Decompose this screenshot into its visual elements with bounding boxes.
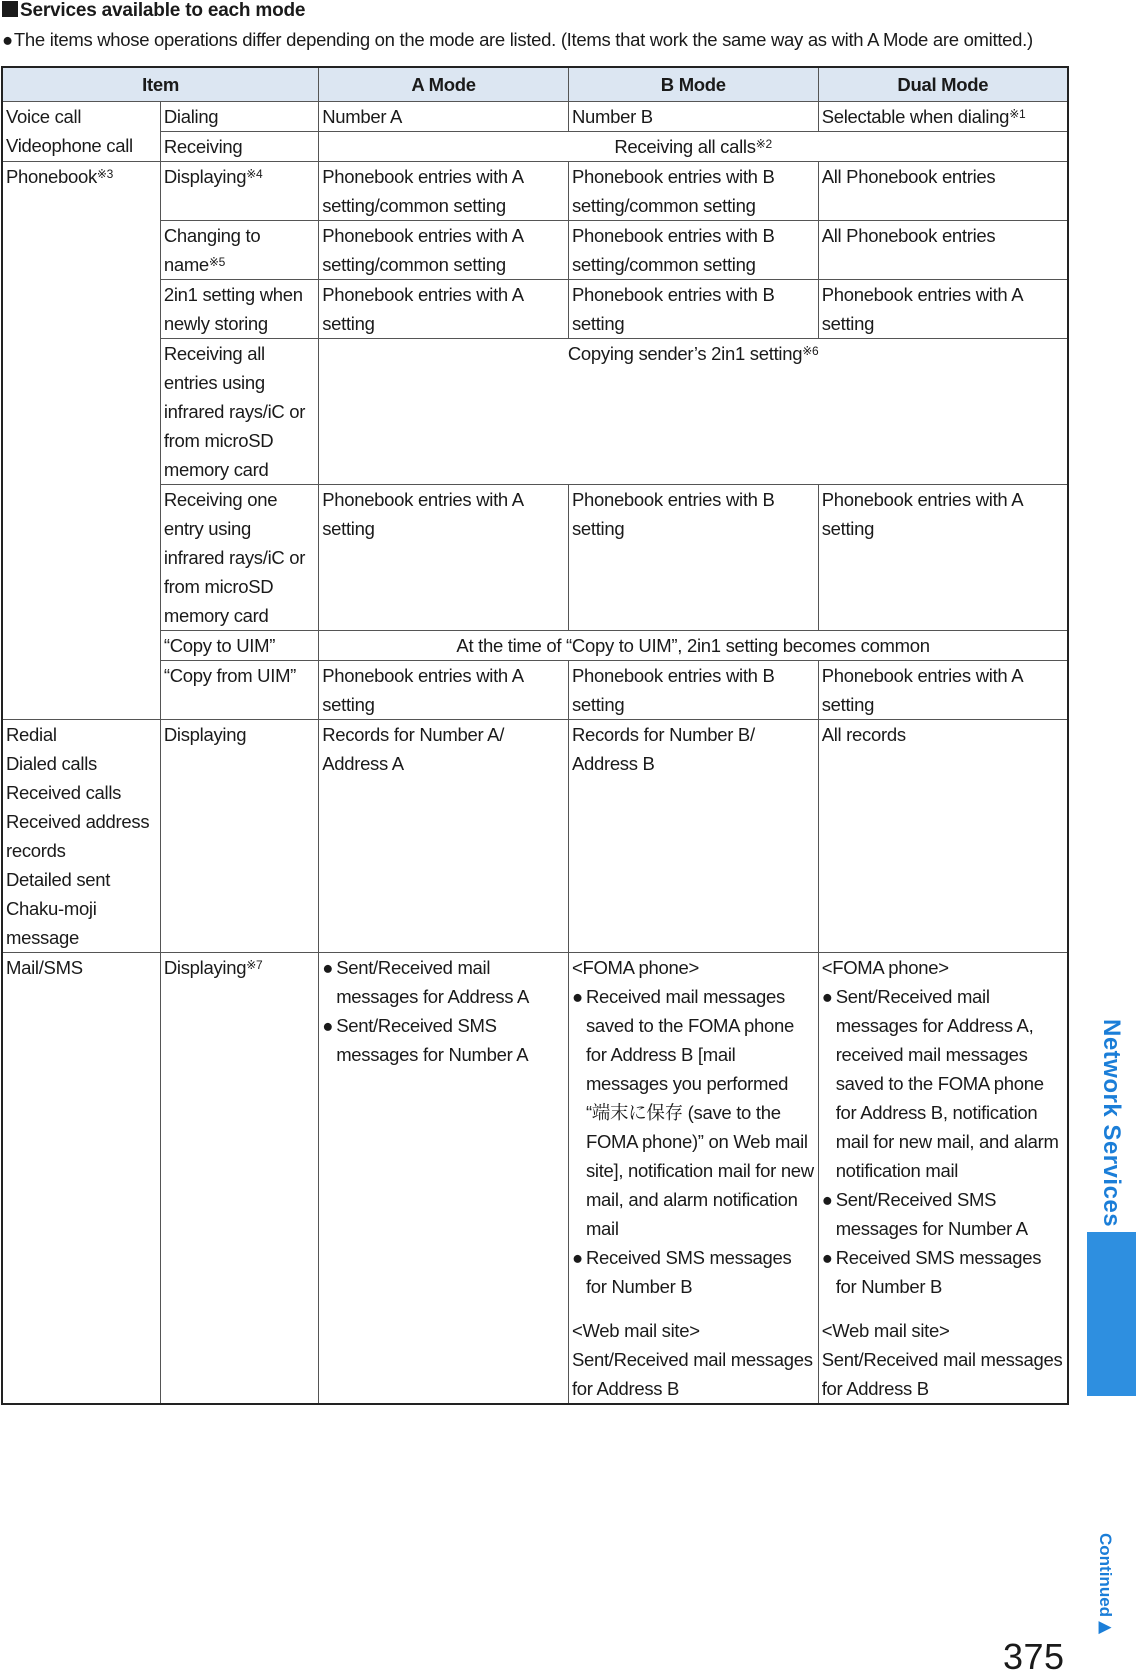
- recv-all-entries-label: Receiving all entries using infrared rays/iC or from microSD memory card: [160, 339, 318, 485]
- phonebook-item-cell: [2, 162, 160, 720]
- list-item-text: Received mail messages saved to the FOMA phone for Address B [mail messages you performed “端末に保存 (save to the FOMA phone)” on Web mail site], notification mail for new mail, and alarm notification mail: [585, 986, 814, 1239]
- header-a-mode: A Mode: [319, 67, 569, 102]
- copy-from-uim-label: “Copy from UIM”: [160, 661, 318, 720]
- records-item-cell: [2, 720, 160, 953]
- records-item: Dialed calls: [6, 753, 97, 774]
- intro-note: [2, 29, 1033, 51]
- web-mail-text: Sent/Received mail messages for Address B: [821, 1349, 1063, 1399]
- footnote-mark: ※2: [755, 137, 772, 151]
- table-row: [2, 485, 1068, 631]
- pb-displaying-b: Phonebook entries with B setting/common setting: [568, 162, 818, 221]
- list-item: [822, 1185, 1064, 1243]
- web-mail-site-label: <Web mail site>: [571, 1320, 700, 1341]
- table-row: [2, 953, 1068, 1405]
- table-row: [2, 221, 1068, 280]
- copying-sender-text: Copying sender’s 2in1 setting: [567, 343, 803, 364]
- section-heading-text: Services available to each mode: [20, 0, 306, 21]
- receiving-label: Receiving: [160, 132, 318, 162]
- footnote-mark: ※6: [802, 344, 819, 358]
- list-item: [822, 982, 1064, 1185]
- table-row: [2, 339, 1068, 485]
- records-dual: All records: [818, 720, 1068, 953]
- changing-dual: All Phonebook entries: [818, 221, 1068, 280]
- two-in-one-a: Phonebook entries with A setting: [319, 280, 569, 339]
- videophone-call-label: Videophone call: [6, 135, 133, 156]
- records-displaying-label: Displaying: [160, 720, 318, 953]
- pb-displaying-label: [160, 162, 318, 221]
- list-item: [572, 982, 815, 1243]
- changing-to-name-text: Changing to name: [163, 225, 261, 275]
- recv-one-b: Phonebook entries with B setting: [568, 485, 818, 631]
- receiving-all-modes: [319, 132, 1068, 162]
- bullet-icon: ●: [2, 29, 13, 50]
- table-row: [2, 102, 1068, 132]
- dialing-dual-text: Selectable when dialing: [821, 106, 1010, 127]
- list-item-text: Sent/Received SMS messages for Number A: [336, 1015, 529, 1065]
- square-bullet-icon: [2, 1, 18, 17]
- intro-note-text: The items whose operations differ depending on the mode are listed. (Items that work the same way as with A Mode are omitted.): [13, 29, 1033, 50]
- mail-dual-cell: [818, 953, 1068, 1405]
- page-number: 375: [1003, 1636, 1065, 1677]
- list-item: [322, 1011, 565, 1069]
- pb-displaying-a: Phonebook entries with A setting/common setting: [319, 162, 569, 221]
- copy-from-b: Phonebook entries with B setting: [568, 661, 818, 720]
- phonebook-label: Phonebook: [6, 166, 97, 187]
- dialing-dual-mode: [818, 102, 1068, 132]
- list-item-text: Received SMS messages for Number B: [835, 1247, 1042, 1297]
- list-item: [322, 953, 565, 1011]
- chapter-tab: [1087, 1232, 1136, 1396]
- list-item: [822, 1243, 1064, 1301]
- copy-to-uim-desc: At the time of “Copy to UIM”, 2in1 setting becomes common: [319, 631, 1068, 661]
- recv-one-entry-label: Receiving one entry using infrared rays/iC or from microSD memory card: [160, 485, 318, 631]
- records-a: Records for Number A/ Address A: [319, 720, 569, 953]
- table-row: [2, 162, 1068, 221]
- records-item: Received calls: [6, 782, 122, 803]
- voice-call-label: Voice call: [6, 106, 82, 127]
- table-row: [2, 661, 1068, 720]
- modes-table: [1, 66, 1069, 1405]
- records-item: Redial: [6, 724, 57, 745]
- mail-displaying-label: [160, 953, 318, 1405]
- records-item: Received address records: [6, 811, 150, 861]
- header-item: Item: [2, 67, 319, 102]
- dialing-label: Dialing: [160, 102, 318, 132]
- header-dual-mode: Dual Mode: [818, 67, 1068, 102]
- table-row: [2, 280, 1068, 339]
- table-header-row: [2, 67, 1068, 102]
- records-item: Detailed sent Chaku-moji message: [6, 869, 111, 948]
- mail-sms-label: Mail/SMS: [2, 953, 160, 1405]
- bullet-icon: ●: [322, 957, 334, 978]
- table-row: [2, 720, 1068, 953]
- continued-label: Continued▶: [1096, 1532, 1115, 1638]
- changing-to-name-label: [160, 221, 318, 280]
- list-item-text: Received SMS messages for Number B: [585, 1247, 792, 1297]
- bullet-icon: ●: [821, 1247, 833, 1268]
- list-item-text: Sent/Received mail messages for Address A, received mail messages saved to the FOMA phone for Address B, notification mail for new mail, and alarm notification mail: [835, 986, 1059, 1181]
- changing-b: Phonebook entries with B setting/common setting: [568, 221, 818, 280]
- list-item-text: Sent/Received SMS messages for Number A: [835, 1189, 1028, 1239]
- copying-sender-cell: [319, 339, 1068, 485]
- records-b: Records for Number B/ Address B: [568, 720, 818, 953]
- bullet-icon: ●: [821, 986, 833, 1007]
- pb-displaying-dual: All Phonebook entries: [818, 162, 1068, 221]
- bullet-icon: ●: [322, 1015, 334, 1036]
- footnote-mark: ※1: [1009, 107, 1026, 121]
- two-in-one-label: 2in1 setting when newly storing: [160, 280, 318, 339]
- header-b-mode: B Mode: [568, 67, 818, 102]
- mail-displaying-text: Displaying: [163, 957, 247, 978]
- copy-from-a: Phonebook entries with A setting: [319, 661, 569, 720]
- foma-phone-label: <FOMA phone>: [821, 957, 949, 978]
- receiving-all-text: Receiving all calls: [614, 136, 756, 157]
- table-row: [2, 631, 1068, 661]
- call-item-cell: [2, 102, 160, 162]
- bullet-icon: ●: [571, 1247, 583, 1268]
- recv-one-a: Phonebook entries with A setting: [319, 485, 569, 631]
- footnote-mark: ※7: [246, 958, 263, 972]
- footnote-mark: ※4: [246, 167, 263, 181]
- footnote-mark: ※3: [96, 167, 114, 181]
- foma-phone-label: <FOMA phone>: [571, 957, 699, 978]
- recv-one-dual: Phonebook entries with A setting: [818, 485, 1068, 631]
- chapter-side-label: Network Services: [1098, 1019, 1125, 1228]
- two-in-one-b: Phonebook entries with B setting: [568, 280, 818, 339]
- bullet-icon: ●: [571, 986, 583, 1007]
- mail-a-cell: [319, 953, 569, 1405]
- changing-a: Phonebook entries with A setting/common setting: [319, 221, 569, 280]
- dialing-b-mode: Number B: [568, 102, 818, 132]
- bullet-icon: ●: [821, 1189, 833, 1210]
- footnote-mark: ※5: [208, 255, 226, 269]
- list-item-text: Sent/Received mail messages for Address A: [336, 957, 530, 1007]
- table-row: [2, 132, 1068, 162]
- web-mail-text: Sent/Received mail messages for Address B: [571, 1349, 813, 1399]
- pb-displaying-text: Displaying: [163, 166, 247, 187]
- web-mail-site-label: <Web mail site>: [821, 1320, 950, 1341]
- copy-to-uim-label: “Copy to UIM”: [160, 631, 318, 661]
- mail-b-cell: [568, 953, 818, 1405]
- two-in-one-dual: Phonebook entries with A setting: [818, 280, 1068, 339]
- copy-from-dual: Phonebook entries with A setting: [818, 661, 1068, 720]
- section-heading: [2, 0, 305, 22]
- list-item: [572, 1243, 815, 1301]
- dialing-a-mode: Number A: [319, 102, 569, 132]
